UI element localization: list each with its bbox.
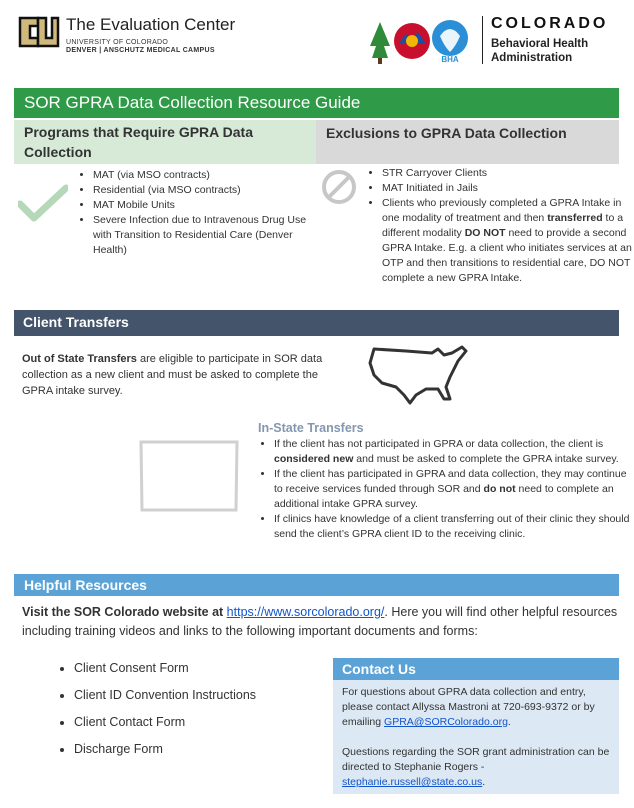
page-title: SOR GPRA Data Collection Resource Guide bbox=[24, 93, 361, 112]
org-name: The Evaluation Center bbox=[66, 15, 236, 34]
resources-list bbox=[58, 661, 256, 769]
programs-heading: Programs that Require GPRA Data Collection bbox=[24, 124, 253, 160]
list-item: • Client ID Convention Instructions bbox=[74, 688, 256, 715]
admin-email-link[interactable]: stephanie.russell@state.co.us bbox=[342, 776, 483, 788]
in-state-list bbox=[258, 437, 632, 542]
list-item: • Client Contact Form bbox=[74, 715, 256, 742]
title-bar bbox=[14, 88, 619, 118]
list-item: • If clinics have knowledge of a client transferring out of their clinic they should send the client’s GPRA client ID to the receiving clinic. bbox=[274, 512, 632, 542]
list-item: • MAT Initiated in Jails bbox=[382, 181, 632, 196]
client-transfers-heading: Client Transfers bbox=[23, 314, 129, 330]
helpful-resources-bar bbox=[14, 574, 619, 596]
out-of-state-text: Out of State Transfers are eligible to participate in SOR data collection as a new client and must be asked to complete the GPRA intake survey. bbox=[22, 353, 323, 397]
exclusions-list bbox=[366, 166, 632, 286]
client-transfers-bar bbox=[14, 310, 619, 336]
checkmark-icon bbox=[18, 184, 68, 222]
sor-website-link[interactable]: https://www.sorcolorado.org/ bbox=[226, 605, 385, 619]
list-item: • MAT Mobile Units bbox=[93, 198, 318, 213]
programs-list bbox=[77, 168, 318, 258]
header-divider bbox=[482, 16, 483, 64]
list-item: • Discharge Form bbox=[74, 742, 256, 769]
list-item: • MAT (via MSO contracts) bbox=[93, 168, 318, 183]
list-item: • Severe Infection due to Intravenous Drug Use with Transition to Residential Care (Denver Health) bbox=[93, 213, 318, 258]
gpra-email-link[interactable]: GPRA@SORColorado.org bbox=[384, 716, 508, 728]
programs-heading-box bbox=[14, 120, 316, 164]
contact-text-2: Questions regarding the SOR grant administration can be directed to Stephanie Rogers - stephanie.russell@state.co.us. bbox=[342, 746, 610, 788]
helpful-resources-heading: Helpful Resources bbox=[24, 577, 147, 593]
list-item: • Residential (via MSO contracts) bbox=[93, 183, 318, 198]
contact-text-1: For questions about GPRA data collection and entry, please contact Allyssa Mastroni at 720-693-9372 or by emailing GPRA@SORColorado.org. bbox=[342, 686, 595, 728]
agency-line1: Behavioral Health bbox=[491, 38, 589, 50]
colorado-logos bbox=[368, 14, 480, 66]
contact-box bbox=[333, 658, 619, 794]
list-item: • STR Carryover Clients bbox=[382, 166, 632, 181]
agency-line2: Administration bbox=[491, 52, 573, 64]
visit-text: Visit the SOR Colorado website at https://www.sorcolorado.org/. Here you will find other helpful resources including training videos and links to the following important documents and forms: bbox=[22, 605, 618, 638]
list-item: • Client Consent Form bbox=[74, 661, 256, 688]
exclusions-heading: Exclusions to GPRA Data Collection bbox=[326, 125, 567, 141]
colorado-state-icon bbox=[139, 440, 239, 512]
contact-heading: Contact Us bbox=[342, 661, 416, 677]
prohibited-icon bbox=[320, 168, 358, 206]
bha-badge: BHA bbox=[441, 55, 459, 64]
cu-logo bbox=[18, 14, 60, 50]
state-name: COLORADO bbox=[491, 15, 609, 32]
in-state-title: In-State Transfers bbox=[258, 421, 364, 435]
list-item: • If the client has participated in GPRA and data collection, they may continue to receive services funded through SOR and do not need to complete an additional intake GPRA survey. bbox=[274, 467, 632, 512]
exclusions-heading-box bbox=[316, 120, 619, 164]
list-item: • Clients who previously completed a GPRA Intake in one modality of treatment and then transferred to a different modality DO NOT need to provide a second GPRA Intake. E.g. a client who initiates services at an OTP and then transitions to residential care, DO NOT complete a new GPRA Intake. bbox=[382, 196, 632, 286]
contact-heading-bar bbox=[333, 658, 619, 680]
org-campus: DENVER | ANSCHUTZ MEDICAL CAMPUS bbox=[66, 47, 215, 54]
usa-map-icon bbox=[366, 343, 470, 405]
list-item: • If the client has not participated in GPRA or data collection, the client is considered new and must be asked to complete the GPRA intake survey. bbox=[274, 437, 632, 467]
org-subtitle: UNIVERSITY OF COLORADO bbox=[66, 39, 169, 46]
